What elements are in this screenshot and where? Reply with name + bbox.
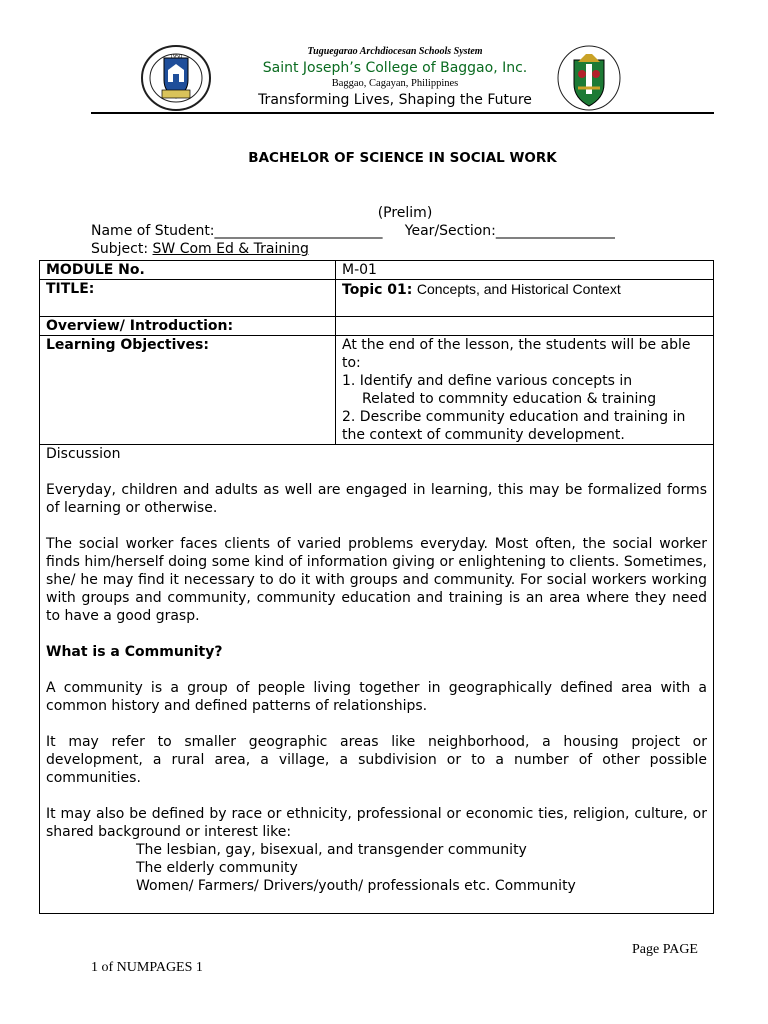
- student-info-row: [91, 223, 615, 239]
- school-system-name: Tuguegarao Archdiocesan Schools System: [307, 46, 483, 57]
- module-row: [40, 261, 714, 280]
- term-label: (Prelim): [377, 205, 433, 221]
- discussion-paragraph-1: Everyday, children and adults as well are engaged in learning, this may be formalized forms of learning or otherwise.: [46, 482, 707, 516]
- overview-value: [336, 317, 714, 336]
- overview-row: [40, 317, 714, 336]
- module-label: MODULE No.: [40, 261, 336, 280]
- year-section-label: Year/Section:: [404, 223, 496, 239]
- objective-1: 1. Identify and define various concepts in: [342, 373, 633, 389]
- college-address: Baggao, Cagayan, Philippines: [331, 78, 459, 89]
- discussion-row: [40, 445, 714, 914]
- name-label: Name of Student:: [91, 223, 215, 239]
- college-name: Saint Joseph’s College of Baggao, Inc.: [262, 60, 528, 76]
- objectives-label: Learning Objectives:: [40, 336, 336, 445]
- title-value: [336, 280, 714, 317]
- title-label: TITLE:: [40, 280, 336, 317]
- seal-year: 1950: [169, 54, 183, 60]
- community-subheading: What is a Community?: [46, 644, 223, 660]
- objectives-intro: At the end of the lesson, the students will be able to:: [342, 337, 691, 371]
- subject-value: SW Com Ed & Training: [152, 241, 309, 257]
- discussion-paragraph-2: The social worker faces clients of varied problems everyday. Most often, the social worker finds him/herself doing some kind of information giving or enlightening to clients. Sometimes, she/ he may find it necessary to do it with groups and community. For social workers working with groups and community, community education and training is an area where they need to have a good grasp.: [46, 536, 707, 624]
- objective-1-continued: Related to commnity education & training: [362, 391, 657, 407]
- discussion-heading: Discussion: [46, 446, 121, 462]
- module-value: M-01: [336, 261, 714, 280]
- discussion-cell: [40, 445, 714, 914]
- header-divider: [91, 112, 714, 114]
- topic-value: Concepts, and Historical Context: [416, 281, 621, 297]
- program-title: BACHELOR OF SCIENCE IN SOCIAL WORK: [248, 150, 557, 166]
- subject-label: Subject:: [91, 241, 149, 257]
- college-motto: Transforming Lives, Shaping the Future: [258, 92, 532, 108]
- subject-row: [91, 241, 309, 257]
- module-table: [39, 260, 714, 914]
- discussion-paragraph-4: It may refer to smaller geographic areas like neighborhood, a housing project or development, a rural area, a village, a subdivision or to a number of other possible communities.: [46, 734, 707, 786]
- example-item: Women/ Farmers/ Drivers/youth/ professionals etc. Community: [136, 878, 576, 894]
- example-item: The elderly community: [136, 860, 298, 876]
- overview-label: Overview/ Introduction:: [40, 317, 336, 336]
- year-section-blank: _________________: [495, 223, 615, 239]
- example-item: The lesbian, gay, bisexual, and transgender community: [136, 842, 527, 858]
- objectives-row: [40, 336, 714, 445]
- objective-2: 2. Describe community education and training in the context of community development.: [342, 409, 686, 443]
- college-seal-logo: [140, 44, 212, 112]
- discussion-paragraph-5: It may also be defined by race or ethnicity, professional or economic ties, religion, culture, or shared background or interest like:: [46, 806, 707, 840]
- page-number-field: Page PAGE: [632, 942, 698, 957]
- title-row: [40, 280, 714, 317]
- page-count-field: 1 of NUMPAGES 1: [91, 960, 203, 975]
- name-blank: ________________________: [214, 223, 383, 239]
- objectives-cell: [336, 336, 714, 445]
- discussion-paragraph-3: A community is a group of people living together in geographically defined area with a common history and defined patterns of relationships.: [46, 680, 707, 714]
- archdiocesan-crest-logo: [556, 44, 622, 112]
- topic-label: Topic 01:: [342, 282, 413, 298]
